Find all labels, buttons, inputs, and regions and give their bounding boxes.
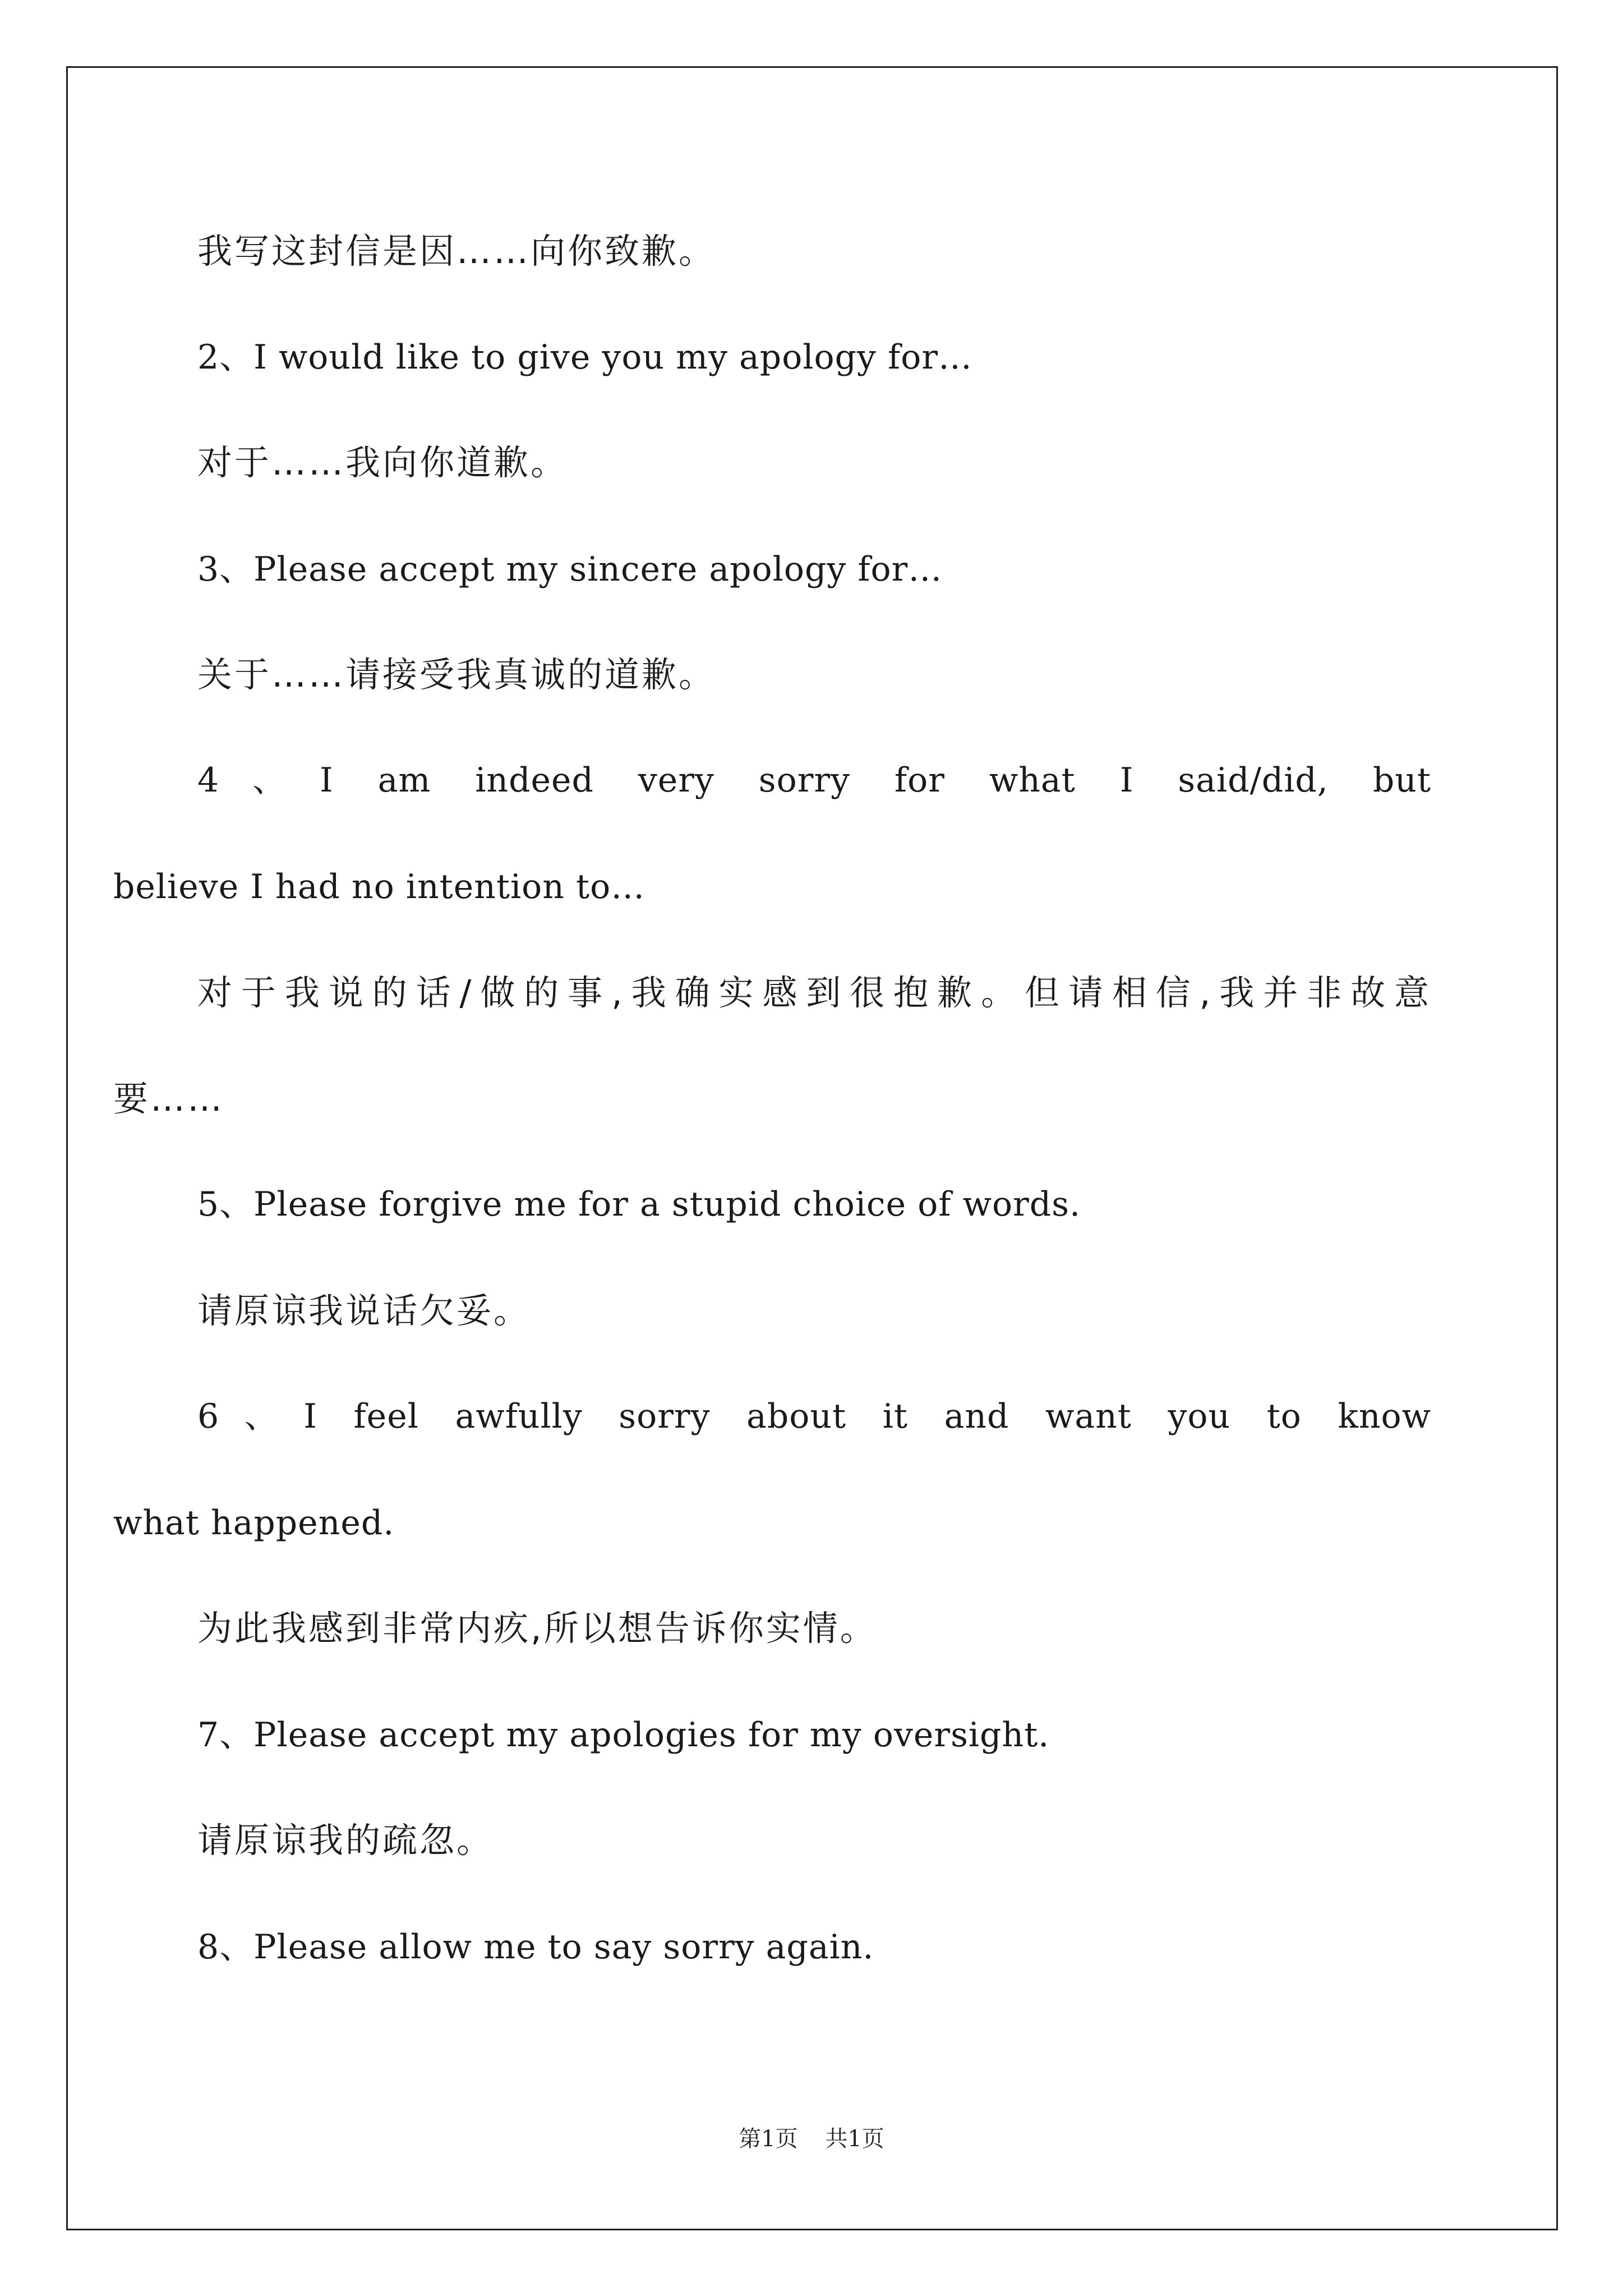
text-line: 3、Please accept my sincere apology for… bbox=[197, 550, 943, 589]
page-footer bbox=[0, 2125, 1623, 2153]
text-line: what happened. bbox=[113, 1503, 395, 1543]
text-line: 4、I am indeed very sorry for what I said/did, but bbox=[197, 761, 1431, 800]
text-line: 为此我感到非常内疚,所以想告诉你实情。 bbox=[197, 1608, 877, 1649]
text-line: believe I had no intention to… bbox=[113, 867, 645, 907]
text-line: 要…… bbox=[113, 1078, 225, 1119]
page-number: 第1页 bbox=[739, 2126, 798, 2152]
text-line: 5、Please forgive me for a stupid choice of words. bbox=[197, 1185, 1081, 1224]
page-border bbox=[66, 66, 1558, 2230]
text-line: 7、Please accept my apologies for my oversight. bbox=[197, 1715, 1050, 1755]
text-line: 关于……请接受我真诚的道歉。 bbox=[197, 654, 716, 695]
text-line: 对于……我向你道歉。 bbox=[197, 442, 568, 483]
text-line: 请原谅我的疏忽。 bbox=[197, 1820, 494, 1861]
text-line: 2、I would like to give you my apology for… bbox=[197, 338, 973, 377]
text-line: 对于我说的话/做的事,我确实感到很抱歉。但请相信,我并非故意 bbox=[197, 972, 1431, 1013]
text-line: 我写这封信是因……向你致歉。 bbox=[197, 231, 716, 272]
text-line: 8、Please allow me to say sorry again. bbox=[197, 1927, 874, 1967]
text-line: 6、I feel awfully sorry about it and want you to know bbox=[197, 1397, 1431, 1436]
text-line: 请原谅我说话欠妥。 bbox=[197, 1290, 531, 1331]
page-total: 共1页 bbox=[825, 2126, 884, 2152]
